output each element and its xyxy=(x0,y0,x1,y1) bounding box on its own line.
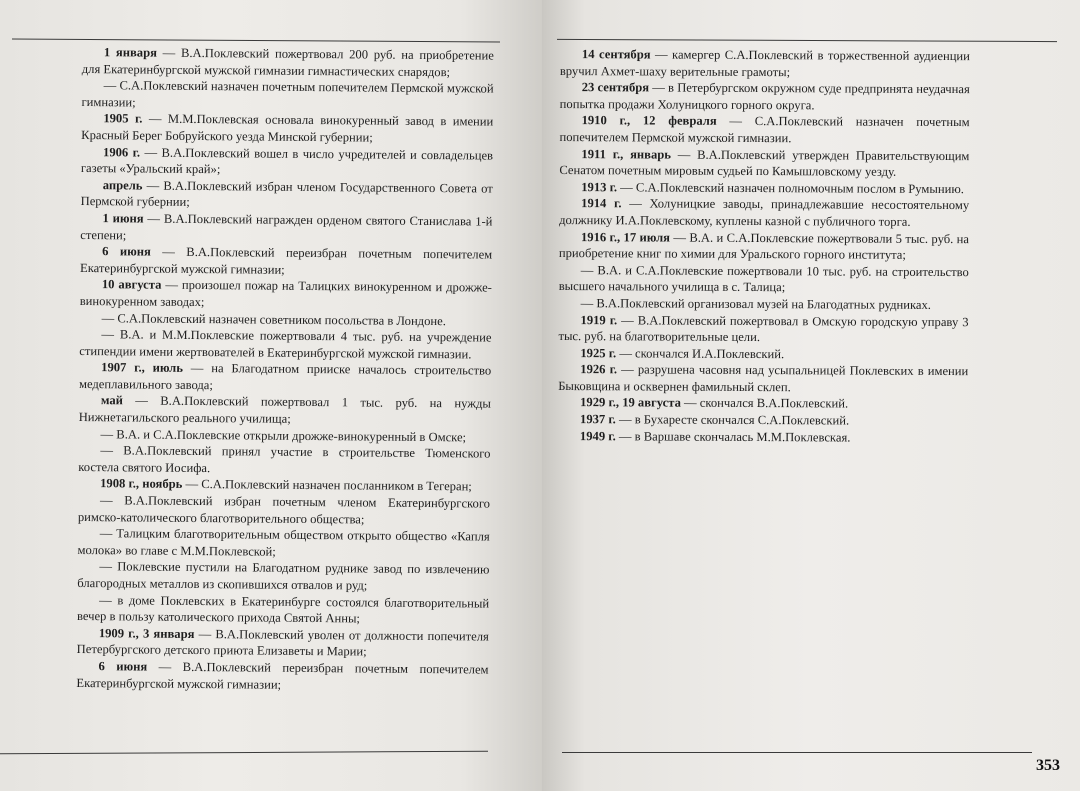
entry-text: — скончался И.А.Поклевский. xyxy=(616,345,785,361)
entry-date: 1909 г., 3 января xyxy=(98,625,195,641)
chronology-entry xyxy=(559,295,969,314)
entry-text: — в Бухаресте скончался С.А.Поклевский. xyxy=(615,412,850,428)
chronology-entry xyxy=(558,411,968,430)
entry-text: — В.А.Поклевский награжден орденом святого Станислава 1-й степени; xyxy=(80,211,493,242)
chronology-column xyxy=(558,46,970,446)
entry-text: — В.А. и М.М.Поклевские пожертвовали 4 тыс. руб. на учреждение стипендии имени жертвователей в Екатеринбургской мужской гимназии. xyxy=(79,327,492,362)
entry-text: — М.М.Поклевская основала винокуренный завод в имении Красный Берег Бобруйского уезда Минской губернии; xyxy=(81,111,494,145)
entry-date: 1926 г. xyxy=(580,362,618,377)
entry-text: — скончался В.А.Поклевский. xyxy=(680,396,849,411)
entry-text: — С.А.Поклевский назначен полномочным послом в Румынию. xyxy=(617,180,964,196)
entry-date: 1937 г. xyxy=(580,412,616,427)
entry-date: 6 июня xyxy=(98,659,148,674)
chronology-entry xyxy=(79,359,491,396)
entry-date: 1908 г., ноябрь xyxy=(100,476,183,492)
chronology-entry xyxy=(560,79,970,114)
chronology-entry xyxy=(80,210,492,247)
entry-text: — В.А.Поклевский избран членом Государственного Совета от Пермской губернии; xyxy=(80,178,493,210)
bottom-rule xyxy=(562,752,1032,753)
entry-text: — В.А.Поклевский уволен от должности попечителя Петербургского детского приюта Елизаветы и Марии; xyxy=(76,626,489,659)
entry-date: 23 сентября xyxy=(581,80,650,95)
chronology-entry xyxy=(560,46,970,81)
chronology-entry xyxy=(81,177,493,214)
entry-text: — разрушена часовня над усыпальницей Поклевских в имении Быковщина и осквернен фамильный склеп. xyxy=(558,362,969,395)
entry-text: — в Петербургском окружном суде предпринята неудачная попытка продажи Холуницкого горного округа. xyxy=(559,80,970,113)
bottom-rule xyxy=(0,751,488,755)
entry-date: 1913 г. xyxy=(581,179,618,195)
entry-date: 1925 г. xyxy=(580,345,617,360)
entry-date: 1911 г., январь xyxy=(581,146,671,162)
chronology-entry xyxy=(78,525,490,562)
entry-date: 1906 г. xyxy=(102,144,141,160)
chronology-entry xyxy=(559,146,969,181)
top-rule xyxy=(557,39,1057,42)
chronology-entry xyxy=(80,276,492,313)
entry-text: — В.А.Поклевский вошел в число учредителей и совладельцев газеты «Уральский край»; xyxy=(80,145,494,177)
entry-text: — Талицким благотворительным обществом открыто общество «Капля молока» во главе с М.М.Поклевской; xyxy=(77,526,490,559)
entry-text: — В.А.Поклевский переизбран почетным попечителем Екатеринбургской мужской гимназии; xyxy=(76,659,489,692)
entry-text: — С.А.Поклевский назначен советником посольства в Лондоне. xyxy=(101,310,446,328)
entry-text: — В.А.Поклевский принял участие в строительстве Тюменского костела святого Иосифа. xyxy=(78,443,491,475)
entry-date: 1 января xyxy=(103,45,158,60)
chronology-entry xyxy=(81,110,493,147)
entry-date: 1919 г. xyxy=(580,312,618,327)
entry-date: 10 августа xyxy=(101,277,162,293)
entry-date: май xyxy=(100,393,123,408)
entry-date: 1907 г., июль xyxy=(101,360,184,376)
entry-date: 1910 г., 12 февраля xyxy=(581,113,717,129)
entry-text: — на Благодатном прииске началось строительство медеплавильного завода; xyxy=(78,361,492,393)
chronology-entry xyxy=(558,428,968,447)
entry-text: — В.А.Поклевский организовал музей на Благодатных рудниках. xyxy=(580,296,931,312)
chronology-entry xyxy=(79,326,491,363)
top-rule xyxy=(12,39,500,43)
chronology-entry xyxy=(558,361,968,396)
entry-text: — в Варшаве скончалась М.М.Поклевская. xyxy=(615,428,851,445)
entry-text: — В.А.Поклевский пожертвовал 200 руб. на приобретение для Екатеринбургской мужской гимназии гимнастических снарядов; xyxy=(81,45,494,79)
entry-text: — С.А.Поклевский назначен почетным попечителем Пермской мужской гимназии; xyxy=(81,78,494,110)
entry-text: — в доме Поклевских в Екатеринбурге состоялся благотворительный вечер в пользу католического прихода Святой Анны; xyxy=(76,592,490,626)
chronology-entry xyxy=(77,558,489,595)
entry-text: — В.А.Поклевский пожертвовал в Омскую городскую управу 3 тыс. руб. на благотворительные цели. xyxy=(558,312,969,345)
entry-date: 6 июня xyxy=(102,244,151,259)
entry-text: — С.А.Поклевский назначен посланником в Тегеран; xyxy=(182,477,472,494)
chronology-entry xyxy=(76,658,488,695)
entry-date: 1 июня xyxy=(102,211,144,226)
chronology-entry xyxy=(559,229,969,264)
entry-text: — В.А.Поклевский переизбран почетным попечителем Екатеринбургской мужской гимназии; xyxy=(79,244,493,277)
chronology-entry xyxy=(82,44,494,81)
chronology-entry xyxy=(559,262,969,297)
entry-date: 14 сентября xyxy=(581,47,651,62)
chronology-entry xyxy=(81,144,493,181)
chronology-entry xyxy=(78,492,490,529)
chronology-entry xyxy=(81,77,493,114)
chronology-entry xyxy=(79,392,491,429)
entry-date: 1914 г. xyxy=(581,196,622,211)
chronology-entry xyxy=(77,625,489,662)
chronology-entry xyxy=(558,311,968,346)
entry-date: апрель xyxy=(102,177,143,193)
entry-text: — В.А.Поклевский утвержден Правительствующим Сенатом почетным мировым судьей по Камышловскому уезду. xyxy=(559,147,970,179)
chronology-entry xyxy=(80,243,492,280)
entry-text: — Холуницкие заводы, принадлежавшие несостоятельному должнику И.А.Поклевскому, куплены казной с публичного торга. xyxy=(559,196,970,229)
entry-text: — С.А.Поклевский назначен почетным попечителем Пермской мужской гимназии. xyxy=(559,114,970,146)
chronology-entry xyxy=(77,592,489,629)
entry-date: 1929 г., 19 августа xyxy=(580,395,681,411)
right-page xyxy=(542,0,1080,791)
entry-text: — В.А. и С.А.Поклевские пожертвовали 10 тыс. руб. на строительство высшего начального училища в с. Талица; xyxy=(558,262,969,295)
page-number: 353 xyxy=(1036,757,1060,774)
entry-text: — произошел пожар на Талицких винокуренном и дрожже-винокуренном заводах; xyxy=(79,278,492,309)
chronology-entry xyxy=(78,442,490,479)
entry-text: — В.А.Поклевский избран почетным членом Екатеринбургского римско-католического благотворительного общества; xyxy=(77,493,491,527)
chronology-column xyxy=(76,44,494,695)
entry-text: — камергер С.А.Поклевский в торжественной аудиенции вручил Ахмет-шаху верительные грамоты; xyxy=(559,47,970,79)
entry-date: 1905 г. xyxy=(103,111,143,126)
chronology-entry xyxy=(559,112,969,147)
entry-date: 1916 г., 17 июля xyxy=(580,229,671,245)
entry-text: — В.А. и С.А.Поклевские пожертвовали 5 тыс. руб. на приобретение книг по химии для Уральского горного института; xyxy=(558,230,970,262)
entry-text: — Поклевские пустили на Благодатном руднике завод по извлечению благородных металлов из скопившихся отвалов и руд; xyxy=(77,559,490,593)
entry-text: — В.А.Поклевский пожертвовал 1 тыс. руб. на нужды Нижнетагильского реального училища; xyxy=(78,393,491,426)
chronology-entry xyxy=(559,195,969,230)
entry-text: — В.А. и С.А.Поклевские открыли дрожже-винокуренный в Омске; xyxy=(100,426,467,445)
entry-date: 1949 г. xyxy=(579,428,616,443)
